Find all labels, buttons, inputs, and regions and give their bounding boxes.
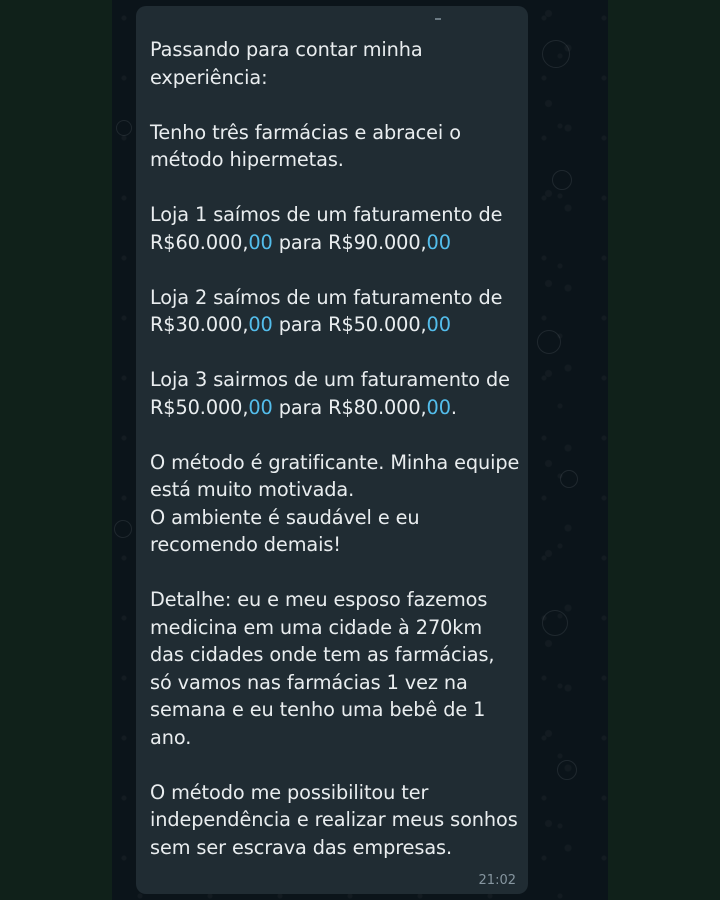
message-line: O ambiente é saudável e eu recomendo demais! xyxy=(150,505,420,556)
doodle-pattern xyxy=(114,520,132,538)
store-2-from-amount: R$30.000, xyxy=(150,313,249,336)
store-3-to-amount: R$80.000, xyxy=(328,395,427,419)
message-paragraph: O método me possibilitou ter independência e realizar meus sonhos sem ser escrava das empresas. xyxy=(150,780,518,859)
store-1-from-cents[interactable]: 00 xyxy=(248,230,273,254)
store-3-to-cents[interactable]: 00 xyxy=(426,395,451,419)
store-3-from-amount: R$50.000, xyxy=(150,395,249,419)
message-timestamp: 21:02 xyxy=(478,873,516,888)
store-3-prefix: Loja 3 sairmos de um faturamento de xyxy=(150,368,510,391)
doodle-pattern xyxy=(542,40,570,68)
store-3-middle: para xyxy=(272,395,329,419)
store-2-to-amount: R$50.000, xyxy=(328,313,427,336)
store-2-from-cents[interactable]: 00 xyxy=(248,313,273,336)
message-text xyxy=(150,36,520,861)
store-1-to-cents[interactable]: 00 xyxy=(426,230,451,254)
doodle-pattern xyxy=(552,170,572,190)
message-line: O método é gratificante. Minha equipe está muito motivada. xyxy=(150,450,520,501)
store-1-middle: para xyxy=(272,230,329,254)
store-3-revenue xyxy=(150,366,520,421)
doodle-pattern xyxy=(557,760,577,780)
store-2-revenue xyxy=(150,284,520,339)
doodle-pattern xyxy=(116,120,132,136)
message-paragraph xyxy=(150,449,520,559)
store-1-to-amount: R$90.000, xyxy=(328,230,427,254)
doodle-pattern xyxy=(542,610,568,636)
store-1-from-amount: R$60.000, xyxy=(150,230,249,254)
left-frame xyxy=(0,0,112,900)
doodle-pattern xyxy=(537,330,561,354)
store-3-suffix: . xyxy=(450,395,457,419)
doodle-pattern xyxy=(560,470,578,488)
store-2-to-cents[interactable]: 00 xyxy=(426,313,451,336)
message-paragraph: Tenho três farmácias e abracei o método hipermetas. xyxy=(150,120,461,171)
store-2-prefix: Loja 2 saímos de um faturamento de xyxy=(150,285,503,309)
store-1-revenue xyxy=(150,201,520,256)
message-bubble[interactable] xyxy=(136,6,528,894)
store-2-middle: para xyxy=(272,313,329,336)
message-paragraph: Detalhe: eu e meu esposo fazemos medicina em uma cidade à 270km das cidades onde tem as farmácias, só vamos nas farmácias 1 vez na semana e eu tenho uma bebê de 1 ano. xyxy=(150,588,495,749)
right-frame xyxy=(608,0,720,900)
store-3-from-cents[interactable]: 00 xyxy=(248,395,273,419)
message-paragraph: Passando para contar minha experiência: xyxy=(150,38,423,89)
store-1-prefix: Loja 1 saímos de um faturamento de xyxy=(150,203,503,226)
bubble-handle xyxy=(435,18,441,20)
